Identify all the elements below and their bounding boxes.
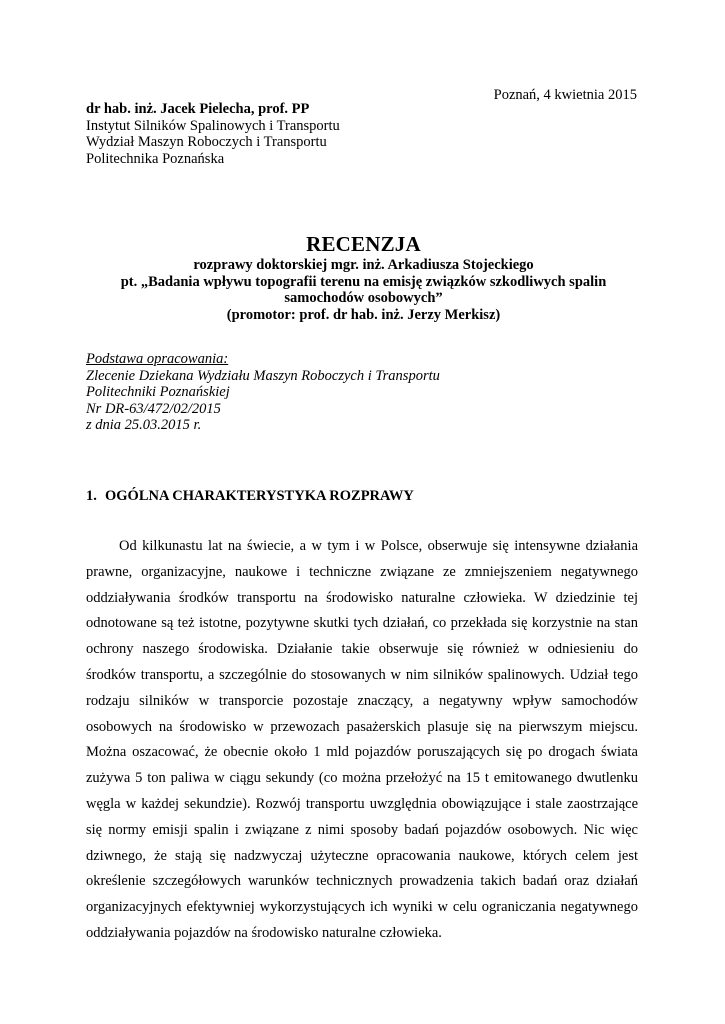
paragraph-line: Od kilkunastu lat na świecie, a w tym i w Polsce, obserwuje się intensywne działania <box>119 538 638 554</box>
paragraph-line: odnotowane są też istotne, pozytywne skutki tych działań, co przekłada się korzystnie na stan <box>86 615 638 632</box>
paragraph-line: dziwnego, że stają się nadzwyczaj użyteczne opracowania naukowe, których celem jest <box>86 847 638 864</box>
paragraph-line: oddziaływania pojazdów na środowisko naturalne człowieka. <box>86 924 442 941</box>
review-title-block <box>86 231 641 323</box>
reviewer-university: Politechnika Poznańska <box>86 150 225 167</box>
paragraph-line: rodzaju silników w transporcie pozostaje znaczący, a negatywny wpływ samochodów <box>86 692 638 709</box>
basis-line: Nr DR-63/472/02/2015 <box>86 400 221 417</box>
reviewer-name: dr hab. inż. Jacek Pielecha, prof. PP <box>86 101 310 117</box>
paragraph-line: prawne, organizacyjne, naukowe i techniczne związane ze zmniejszeniem negatywnego <box>86 563 638 580</box>
paragraph-line: organizacyjnych efektywniej wykorzystujących ich wyniki w celu ograniczania negatywnego <box>86 899 638 916</box>
paragraph-line: oddziaływania środków transportu na środowisko naturalne człowieka. W dziedzinie tej <box>86 589 638 606</box>
basis-line: Zlecenie Dziekana Wydziału Maszyn Roboczych i Transportu <box>86 367 440 384</box>
review-supervisor-line: (promotor: prof. dr hab. inż. Jerzy Merkisz) <box>226 306 501 323</box>
paragraph-line: się normy emisji spalin i związane z nimi sposoby badań pojazdów osobowych. Nic więc <box>86 821 638 838</box>
reviewer-faculty: Wydział Maszyn Roboczych i Transportu <box>86 134 327 150</box>
review-subtitle-line: samochodów osobowych” <box>284 290 443 306</box>
paragraph-line: Można oszacować, że obecnie około 1 mld pojazdów poruszających się po drogach świata <box>86 744 638 761</box>
paragraph-line: określenie szczegółowych warunków technicznych prowadzenia takich badań oraz działań <box>86 873 638 890</box>
paragraph-line: osobowych na środowisko w przewozach pasażerskich plasuje się na pierwszym miejscu. <box>86 718 638 735</box>
basis-block <box>86 351 440 434</box>
section-number: 1. <box>86 488 97 504</box>
section-heading <box>86 487 414 505</box>
basis-line: z dnia 25.03.2015 r. <box>86 417 202 433</box>
review-title: RECENZJA <box>306 232 421 256</box>
paragraph-line: węgla w każdej sekundzie). Rozwój transportu uwzględnia obowiązujące i stale zaostrzające <box>86 795 638 812</box>
paragraph-line: ochrony naszego środowiska. Działanie takie obserwuje się również w odniesieniu do <box>86 641 638 658</box>
paragraph-line: zużywa 5 ton paliwa w ciągu sekundy (co można przełożyć na 15 t emitowanego dwutlenku <box>86 770 638 787</box>
basis-line: Politechniki Poznańskiej <box>86 384 230 400</box>
paragraph-line: środków transportu, a szczególnie do stosowanych w nim silników spalinowych. Udział tego <box>86 666 638 683</box>
section-paragraph <box>86 534 638 947</box>
review-subtitle-line: pt. „Badania wpływu topografii terenu na emisję związków szkodliwych spalin <box>120 273 607 290</box>
review-subtitle-line: rozprawy doktorskiej mgr. inż. Arkadiusza Stojeckiego <box>193 257 534 273</box>
reviewer-institute: Instytut Silników Spalinowych i Transportu <box>86 117 340 134</box>
section-title: OGÓLNA CHARAKTERYSTYKA ROZPRAWY <box>105 488 414 504</box>
basis-label: Podstawa opracowania: <box>86 351 229 367</box>
letter-date: Poznań, 4 kwietnia 2015 <box>493 87 637 103</box>
reviewer-block <box>86 101 340 167</box>
